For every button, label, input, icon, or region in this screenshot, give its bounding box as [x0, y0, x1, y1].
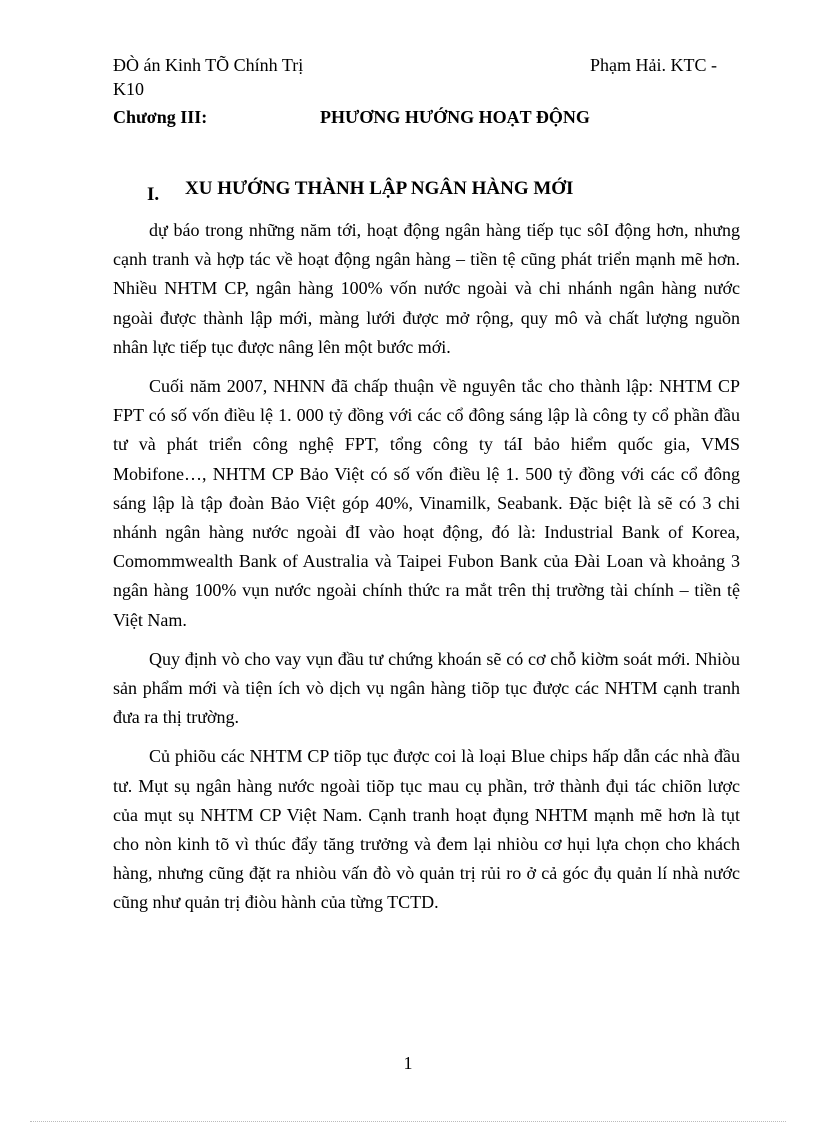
- page-number: 1: [403, 1053, 413, 1073]
- header-continuation: K10: [113, 79, 144, 99]
- paragraph: Cuối năm 2007, NHNN đã chấp thuận về nguyên tắc cho thành lập: NHTM CP FPT có số vốn điều lệ 1. 000 tỷ đồng với các cổ đông sáng lập là công ty cổ phần đầu tư và phát triển công nghệ FPT, tổng công ty táI bảo hiểm quốc gia, VMS Mobifone…, NHTM CP Bảo Việt có số vốn điều lệ 1. 500 tỷ đồng với các cổ đông sáng lập là tập đoàn Bảo Việt góp 40%, Vinamilk, Seabank. Đặc biệt là sẽ có 3 chi nhánh ngân hàng nước ngoài đI vào hoạt động, đó là: Industrial Bank of Korea, Comommwealth Bank of Australia và Taipei Fubon Bank của Đài Loan và khoảng 3 ngân hàng 100% vụn nước ngoài chính thức ra mắt trên thị trường tài chính – tiền tệ Việt Nam.: [113, 376, 740, 630]
- section-title: XU HƯỚNG THÀNH LẬP NGÂN HÀNG MỚI: [185, 178, 574, 199]
- paragraph: dự báo trong những năm tới, hoạt động ngân hàng tiếp tục sôI động hơn, nhưng cạnh tranh và hợp tác về hoạt động ngân hàng – tiền tệ cũng phát triển mạnh mẽ hơn. Nhiều NHTM CP, ngân hàng 100% vốn nước ngoài và chi nhánh ngân hàng nước ngoài được thành lập mới, màng lưới được mở rộng, quy mô và chất lượng nguồn nhân lực tiếp tục được nâng lên một bước mới.: [113, 220, 740, 357]
- chapter-title: PHƯƠNG HƯỚNG HOẠT ĐỘNG: [320, 107, 590, 127]
- header-left: ĐÒ án Kinh TÕ Chính Trị: [113, 55, 304, 75]
- paragraph: Quy định vò cho vay vụn đầu tư chứng khoán sẽ có cơ chỗ kiờm soát mới. Nhiòu sản phẩm mới và tiện ích vò dịch vụ ngân hàng tiõp tục được các NHTM cạnh tranh đưa ra thị trường.: [113, 648, 740, 728]
- header-right: Phạm Hải. KTC -: [590, 55, 717, 75]
- chapter-label: Chương III:: [113, 107, 208, 127]
- section-number: I.: [147, 184, 160, 205]
- page-bottom-divider: [30, 1121, 786, 1122]
- paragraph: Củ phiõu các NHTM CP tiõp tục được coi là loại Blue chips hấp dẫn các nhà đầu tư. Mụt sụ ngân hàng nước ngoài tiõp tục mau cụ phần, trở thành đụi tác chiõn lược của mụt sụ NHTM CP Việt Nam. Cạnh tranh hoạt đụng NHTM mạnh mẽ hơn là tụt cho nòn kinh tõ vì thúc đẩy tăng trưởng và đem lại nhiòu cơ hụi lựa chọn cho khách hàng, nhưng cũng đặt ra nhiòu vấn đò vò quản trị rủi ro ở cả góc đụ quản lí nhà nước cũng như quản trị điòu hành của từng TCTD.: [113, 746, 740, 913]
- body-text: [113, 216, 740, 928]
